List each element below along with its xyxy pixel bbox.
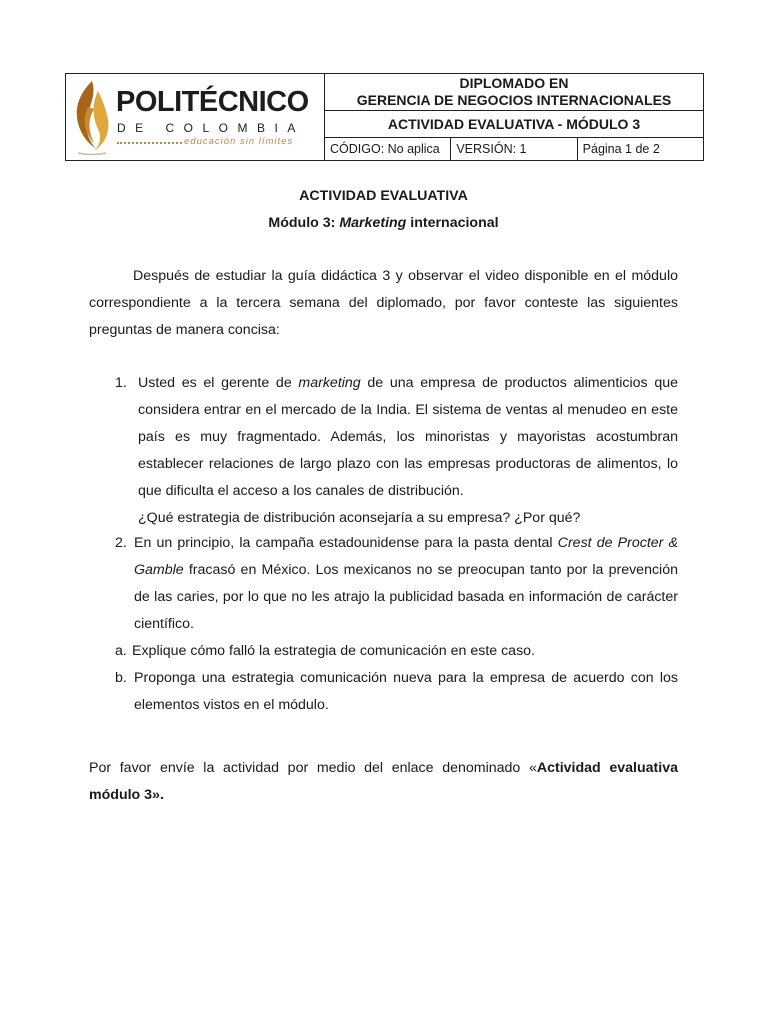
question-2b-label: b. [115,670,127,686]
module-suffix: internacional [406,215,499,231]
question-1-prompt: ¿Qué estrategia de distribución aconsejaría a su empresa? ¿Por qué? [138,510,581,526]
closing-link-name: Actividad evaluativa módulo 3». [89,760,678,803]
q2-italic: Crest de Procter & Gamble [134,535,678,578]
module-prefix: Módulo 3: [268,215,340,231]
intro-paragraph: Después de estudiar la guía didáctica 3 y observar el video disponible en el módulo correspondiente a la tercera semana del diplomado, por favor conteste las siguientes preguntas de manera concisa: [89,268,678,338]
program-line-2: GERENCIA DE NEGOCIOS INTERNACIONALES [356,92,672,108]
program-line-1: DIPLOMADO EN [459,75,569,91]
question-1-number: 1. [115,375,127,391]
logo-dots [117,142,182,144]
logo-name: POLITÉCNICO [116,86,309,118]
document-header [65,73,704,161]
q1-post: de una empresa de productos alimenticios que considera entrar en el mercado de la India. El sistema de ventas al menudeo en este país es muy fragmentado. Además, los minoristas y mayoristas acostumbran establecer relaciones de largo plazo con las empresas productoras de alimentos, lo que dificulta el acceso a los canales de distribución. [138,375,678,499]
politecnico-logo [66,74,324,160]
q1-pre: Usted es el gerente de [138,375,299,391]
logo-tagline: educación sin límites [184,136,294,147]
question-2a-label: a. [115,643,127,659]
closing-paragraph [89,755,678,809]
activity-title: ACTIVIDAD EVALUATIVA - MÓDULO 3 [325,111,704,138]
q2-pre: En un principio, la campaña estadounidense para la pasta dental [134,535,558,551]
flame-icon [70,77,114,157]
version-cell: VERSIÓN: 1 [451,138,577,161]
module-title [89,215,678,231]
question-2b-text: Proponga una estrategia comunicación nueva para la empresa de acuerdo con los elementos vistos en el módulo. [134,670,678,713]
pagina-cell: Página 1 de 2 [577,138,703,161]
q1-italic: marketing [298,375,361,391]
document-heading: ACTIVIDAD EVALUATIVA [299,188,468,204]
q2-post: fracasó en México. Los mexicanos no se preocupan tanto por la prevención de las caries, por lo que no les atrajo la publicidad basada en información de carácter científico. [134,562,678,632]
question-2-text [134,530,678,638]
program-title [325,74,704,111]
module-italic: Marketing [339,215,407,231]
logo-subtitle: DE COLOMBIA [117,121,305,135]
question-1-text [138,370,678,532]
closing-pre: Por favor envíe la actividad por medio del enlace denominado « [89,760,537,776]
codigo-cell: CÓDIGO: No aplica [325,138,451,161]
question-2-number: 2. [115,535,127,551]
question-2a-text: Explique cómo falló la estrategia de comunicación en este caso. [132,643,535,659]
logo-cell [66,74,325,161]
